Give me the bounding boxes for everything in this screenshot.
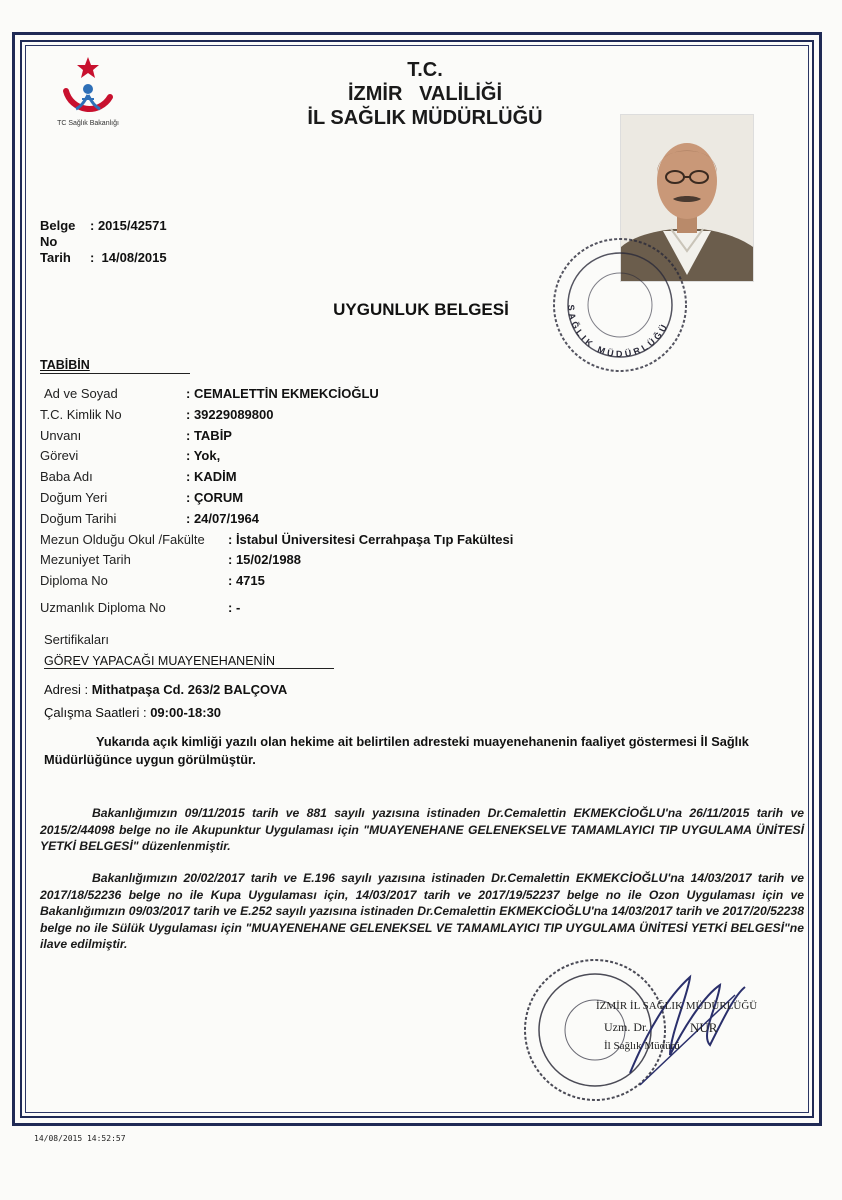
header-line-mudurluk: İL SAĞLIK MÜDÜRLÜĞÜ: [307, 107, 543, 129]
field-value: : TABİP: [186, 427, 232, 443]
approval-paragraph: Yukarıda açık kimliği yazılı olan hekime ait belirtilen adresteki muayenehanenin faaliyet göstermesi İl Sağlık Müdürlüğünce uygun görülmüştür.: [44, 734, 749, 767]
field-value: : ÇORUM: [186, 489, 244, 505]
field-label: Görevi: [40, 448, 79, 464]
header-line-valilik: İZMİR VALİLİĞİ: [347, 83, 503, 105]
print-timestamp: 14/08/2015 14:52:57: [34, 1134, 126, 1143]
adres-value: Mithatpaşa Cd. 263/2 BALÇOVA: [91, 682, 288, 697]
tarih-label: Tarih: [40, 250, 71, 265]
field-label: T.C. Kimlik No: [40, 406, 122, 422]
field-label: Ad ve Soyad: [44, 386, 118, 401]
document-title: UYGUNLUK BELGESİ: [333, 300, 509, 319]
stamp-line-title: Uzm. Dr.: [604, 1020, 649, 1034]
document-meta: [40, 218, 167, 266]
field-label: Unvanı: [40, 427, 82, 443]
belge-no-label: Belge No: [40, 218, 76, 249]
field-label: Mezun Olduğu Okul /Fakülte: [40, 531, 205, 547]
logo-caption: TC Sağlık Bakanlığı: [57, 120, 119, 127]
section-title-tabib: TABİBİN: [40, 358, 90, 372]
tarih-value: : 14/08/2015: [90, 250, 167, 265]
field-value: : -: [228, 599, 241, 615]
paragraph-akupunktur: Bakanlığımızın 09/11/2015 tarih ve 881 sayılı yazısına istinaden Dr.Cemalettin EKMEKCİOĞLU'na 26/11/2015 tarih ve 2015/2/44098 belge no ile Akupunktur Uygulaması için "MUAYENEHANE GELENEKSELVE TAMAMLAYICI TIP UYGULAMA ÜNİTESİ YETKİ BELGESİ" düzenlenmiştir.: [40, 806, 804, 853]
adres-label: Adresi :: [44, 682, 92, 697]
paragraph-ilave: Bakanlığımızın 20/02/2017 tarih ve E.196 sayılı yazısına istinaden Dr.Cemalettin EKMEKCİOĞLU'na 14/03/2017 tarih ve 2017/18/52236 belge no ile Kupa Uygulaması için, 14/03/2017 tarih ve 2017/19/52237 belge no ile Ozon Uygulaması için ve Bakanlığımızın 09/03/2017 tarih ve E.252 sayılı yazısına istinaden Dr.Cemalettin EKMEKCİOĞLU'na 14/03/2017 tarih ve 2017/20/52238 belge no ile Sülük Uygulaması için "MUAYENEHANE GELENEKSEL VE TAMAMLAYICI TIP UYGULAMA ÜNİTESİ YETKİ BELGESİ"ne ilave edilmiştir.: [40, 871, 804, 951]
section-underline: [44, 668, 334, 669]
stamp-top-text: SAĞLIK MÜDÜRLÜĞÜ: [565, 304, 671, 360]
header-line-tc: T.C.: [407, 59, 443, 81]
calisma-saatleri-label: Çalışma Saatleri :: [44, 705, 151, 720]
field-label: Doğum Tarihi: [40, 510, 117, 526]
sertifikalari-label: Sertifikaları: [44, 632, 110, 647]
field-value: : 4715: [228, 573, 265, 589]
field-value: : 39229089800: [186, 406, 274, 422]
field-label: Doğum Yeri: [40, 489, 108, 505]
field-value: : 15/02/1988: [228, 552, 302, 568]
section-underline: [40, 373, 190, 374]
field-label: Mezuniyet Tarih: [40, 552, 131, 568]
field-label: Diploma No: [40, 573, 108, 589]
stamp-line-role: İl Sağlık Müdürü: [604, 1040, 680, 1052]
adres-line: [44, 682, 287, 697]
belge-no-value: : 2015/42571: [90, 218, 167, 233]
field-value: : 24/07/1964: [186, 510, 260, 526]
calisma-saatleri-value: 09:00-18:30: [150, 705, 222, 720]
field-value: : İstabul Üniversitesi Cerrahpaşa Tıp Fakültesi: [228, 531, 514, 547]
stamp-line-mudurluk: İZMİR İL SAĞLIK MÜDÜRLÜĞÜ: [596, 1000, 758, 1012]
field-label: Baba Adı: [40, 469, 93, 485]
section-title-muayenehane: GÖREV YAPACAĞI MUAYENEHANENİN: [44, 654, 276, 668]
document-header: [240, 58, 610, 130]
calisma-saatleri-line: [44, 705, 221, 720]
field-value: : CEMALETTİN EKMEKCİOĞLU: [186, 386, 379, 401]
field-label: Uzmanlık Diploma No: [40, 599, 166, 615]
field-value: : KADİM: [186, 469, 237, 485]
stamp-line-name: NUR: [690, 1020, 718, 1035]
field-value: : Yok,: [186, 448, 221, 464]
